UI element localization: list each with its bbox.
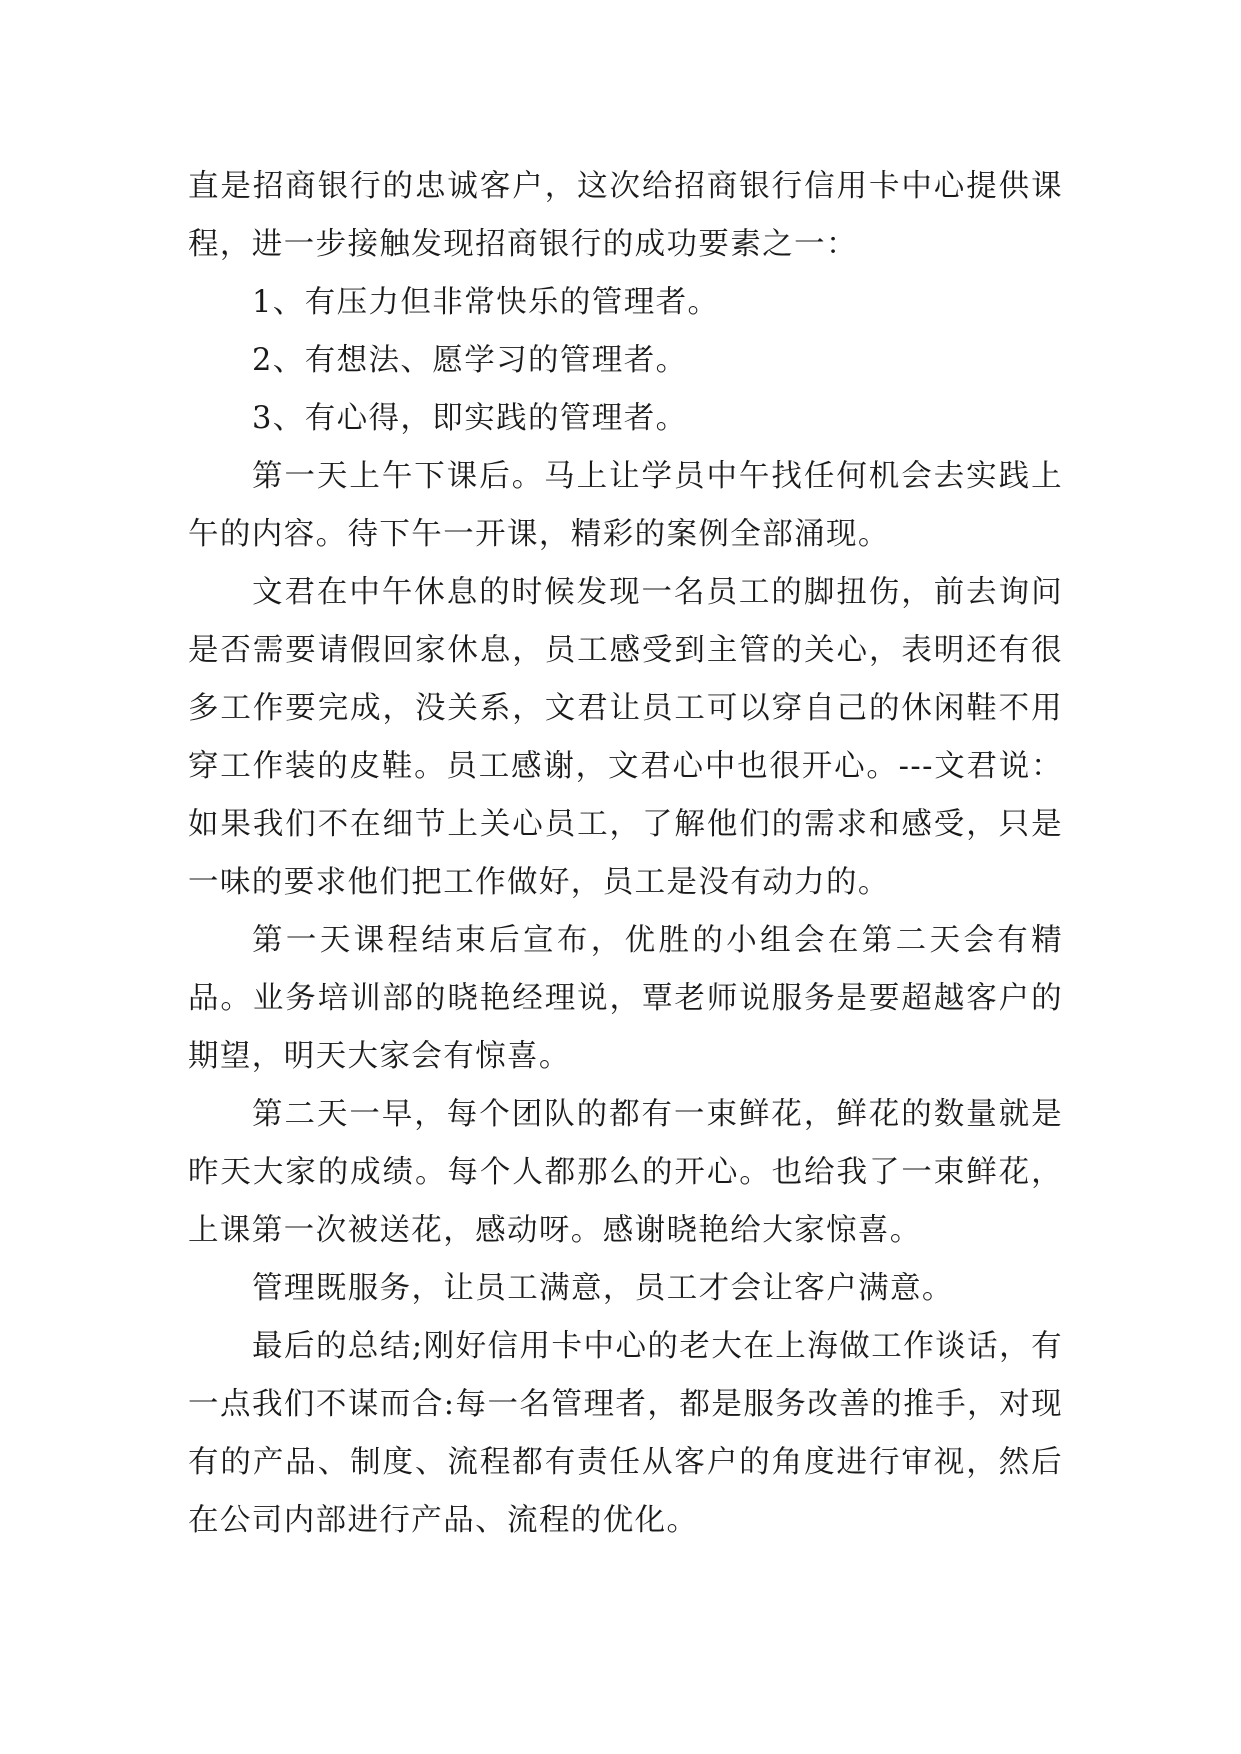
paragraph-management-service: 管理既服务，让员工满意，员工才会让客户满意。 — [252, 1271, 954, 1306]
paragraph-day-one-morning: 第一天上午下课后。马上让学员中午找任何机会去实践上午的内容。待下午一开课，精彩的案例全部涌现。 — [188, 459, 1063, 552]
paragraph-day-two-flowers: 第二天一早，每个团队的都有一束鲜花，鲜花的数量就是昨天大家的成绩。每个人都那么的开心。也给我了一束鲜花，上课第一次被送花，感动呀。感谢晓艳给大家惊喜。 — [188, 1097, 1063, 1248]
paragraph-wenjun-case: 文君在中午休息的时候发现一名员工的脚扭伤，前去询问是否需要请假回家休息，员工感受到主管的关心，表明还有很多工作要完成，没关系，文君让员工可以穿自己的休闲鞋不用穿工作装的皮鞋。员工感谢，文君心中也很开心。---文君说：如果我们不在细节上关心员工，了解他们的需求和感受，只是一味的要求他们把工作做好，员工是没有动力的。 — [188, 575, 1063, 900]
list-item-1: 1、有压力但非常快乐的管理者。 — [252, 285, 720, 320]
paragraph-day-one-end: 第一天课程结束后宣布，优胜的小组会在第二天会有精品。业务培训部的晓艳经理说，覃老师说服务是要超越客户的期望，明天大家会有惊喜。 — [188, 923, 1063, 1074]
list-item-2: 2、有想法、愿学习的管理者。 — [252, 343, 688, 378]
paragraph-continuation: 直是招商银行的忠诚客户，这次给招商银行信用卡中心提供课程，进一步接触发现招商银行的成功要素之一： — [188, 169, 1063, 262]
paragraph-final-summary: 最后的总结;刚好信用卡中心的老大在上海做工作谈话，有一点我们不谋而合:每一名管理者，都是服务改善的推手，对现有的产品、制度、流程都有责任从客户的角度进行审视，然后在公司内部进行产品、流程的优化。 — [188, 1329, 1063, 1538]
list-item-3: 3、有心得，即实践的管理者。 — [252, 401, 688, 436]
document-body — [188, 158, 1063, 1550]
